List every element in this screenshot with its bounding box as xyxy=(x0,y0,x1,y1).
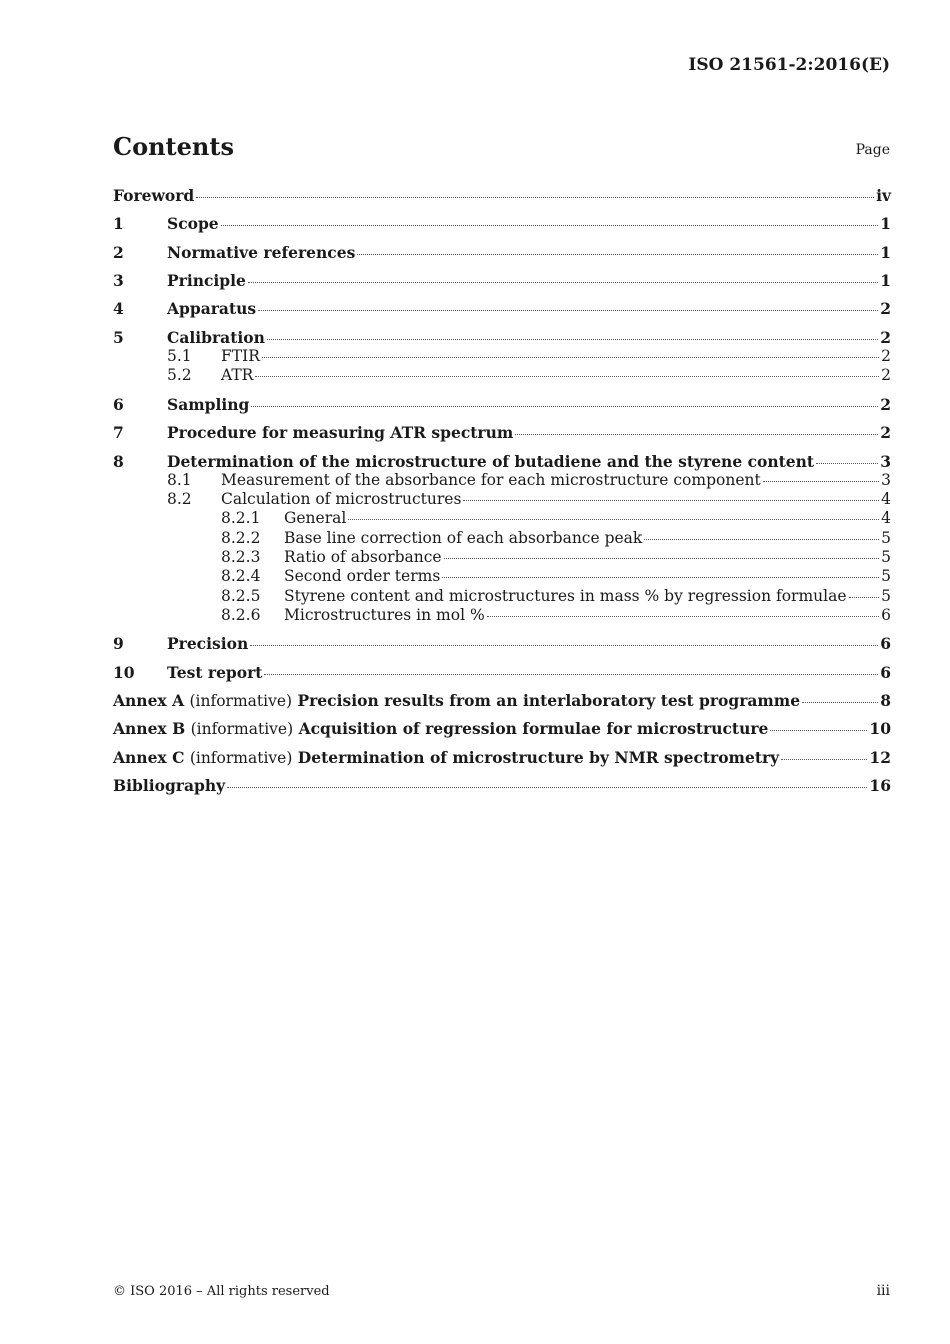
toc-entry-title: Second order terms xyxy=(284,567,441,585)
footer-copyright: © ISO 2016 – All rights reserved xyxy=(113,1284,330,1299)
toc-entry-page: 1 xyxy=(880,214,891,233)
toc-entry-title: Calibration xyxy=(167,328,265,347)
toc-entry-number: 8.2 xyxy=(167,490,192,508)
toc-entry-page: 10 xyxy=(869,719,891,738)
toc-entry-page: 2 xyxy=(880,328,891,347)
toc-entry-title: Foreword xyxy=(113,186,195,205)
toc-entry-page: 6 xyxy=(881,606,891,624)
toc-entry-title: Sampling xyxy=(167,395,250,414)
toc-entry-page: iv xyxy=(876,186,891,205)
toc-entry-page: 3 xyxy=(880,452,891,471)
toc-entry-number: 9 xyxy=(113,634,124,653)
dot-leader xyxy=(849,597,880,598)
dot-leader xyxy=(357,254,878,255)
toc-entry-number: 8.1 xyxy=(167,471,192,489)
toc-entry-number: 4 xyxy=(113,299,124,318)
toc-entry-number: 8.2.6 xyxy=(221,606,261,624)
dot-leader xyxy=(816,463,878,464)
toc-entry-styrene-content[interactable] xyxy=(113,587,891,605)
toc-entry-normative-references[interactable] xyxy=(113,243,891,262)
toc-entry-number: 5.1 xyxy=(167,347,192,365)
toc-entry-general[interactable] xyxy=(113,509,891,527)
dot-leader xyxy=(444,558,880,559)
toc-entry-title: Styrene content and microstructures in mass % by regression formulae xyxy=(284,587,847,605)
toc-entry-title: Scope xyxy=(167,214,219,233)
toc-entry-title: Procedure for measuring ATR spectrum xyxy=(167,423,514,442)
toc-entry-bibliography[interactable] xyxy=(113,776,891,795)
toc-entry-page: 5 xyxy=(881,567,891,585)
toc-entry-title: Bibliography xyxy=(113,776,226,795)
dot-leader xyxy=(515,434,878,435)
dot-leader xyxy=(770,730,867,731)
toc-entry-precision[interactable] xyxy=(113,634,891,653)
toc-entry-page: 1 xyxy=(880,243,891,262)
toc-entry-second-order-terms[interactable] xyxy=(113,567,891,585)
dot-leader xyxy=(264,674,878,675)
toc-entry-title: Determination of the microstructure of butadiene and the styrene content xyxy=(167,452,815,471)
dot-leader xyxy=(221,225,879,226)
toc-entry-page: 5 xyxy=(881,587,891,605)
toc-entry-page: 8 xyxy=(880,691,891,710)
toc-entry-page: 3 xyxy=(881,471,891,489)
toc-entry-title xyxy=(113,748,779,767)
toc-entry-title: Ratio of absorbance xyxy=(284,548,442,566)
toc-entry-ratio-of-absorbance[interactable] xyxy=(113,548,891,566)
toc-entry-page: 4 xyxy=(881,490,891,508)
toc-entry-number: 7 xyxy=(113,423,124,442)
toc-entry-page: 12 xyxy=(869,748,891,767)
toc-entry-title xyxy=(113,691,800,710)
dot-leader xyxy=(267,339,878,340)
dot-leader xyxy=(348,519,879,520)
toc-entry-title: ATR xyxy=(221,366,254,384)
toc-entry-title: Base line correction of each absorbance peak xyxy=(284,529,643,547)
document-id: ISO 21561-2:2016(E) xyxy=(688,55,890,75)
toc-entry-scope[interactable] xyxy=(113,214,891,233)
toc-entry-title xyxy=(113,719,768,738)
dot-leader xyxy=(227,787,867,788)
toc-entry-number: 5.2 xyxy=(167,366,192,384)
toc-entry-number: 8 xyxy=(113,452,124,471)
toc-entry-page: 4 xyxy=(881,509,891,527)
dot-leader xyxy=(258,310,878,311)
toc-entry-number: 8.2.2 xyxy=(221,529,261,547)
toc-entry-annex-a[interactable] xyxy=(113,691,891,710)
toc-entry-page: 6 xyxy=(880,663,891,682)
toc-entry-number: 5 xyxy=(113,328,124,347)
contents-title: Contents xyxy=(113,132,234,161)
toc-entry-page: 5 xyxy=(881,548,891,566)
toc-entry-sampling[interactable] xyxy=(113,395,891,414)
toc-entry-number: 8.2.5 xyxy=(221,587,261,605)
toc-entry-page: 2 xyxy=(881,347,891,365)
dot-leader xyxy=(442,577,879,578)
toc-entry-annex-b[interactable] xyxy=(113,719,891,738)
toc-entry-atr[interactable] xyxy=(113,366,891,384)
toc-entry-determination[interactable] xyxy=(113,452,891,471)
annex-label: Annex C xyxy=(113,748,185,767)
toc-entry-number: 2 xyxy=(113,243,124,262)
dot-leader xyxy=(251,406,878,407)
toc-entry-page: 1 xyxy=(880,271,891,290)
toc-entry-number: 3 xyxy=(113,271,124,290)
toc-entry-annex-c[interactable] xyxy=(113,748,891,767)
dot-leader xyxy=(196,197,874,198)
annex-title: Determination of microstructure by NMR spectrometry xyxy=(297,748,780,767)
toc-entry-apparatus[interactable] xyxy=(113,299,891,318)
toc-entry-title: Calculation of microstructures xyxy=(221,490,462,508)
toc-entry-page: 2 xyxy=(880,423,891,442)
toc-entry-title: Apparatus xyxy=(167,299,257,318)
dot-leader xyxy=(463,500,879,501)
toc-entry-title: Measurement of the absorbance for each microstructure component xyxy=(221,471,761,489)
toc-entry-procedure[interactable] xyxy=(113,423,891,442)
annex-title: Acquisition of regression formulae for microstructure xyxy=(298,719,769,738)
toc-entry-calibration[interactable] xyxy=(113,328,891,347)
dot-leader xyxy=(781,759,867,760)
toc-entry-foreword[interactable] xyxy=(113,186,891,205)
toc-entry-test-report[interactable] xyxy=(113,663,891,682)
toc-entry-number: 10 xyxy=(113,663,135,682)
toc-entry-title: General xyxy=(284,509,347,527)
toc-entry-page: 2 xyxy=(881,366,891,384)
toc-entry-title: Precision xyxy=(167,634,249,653)
dot-leader xyxy=(250,645,878,646)
annex-type: (informative) xyxy=(189,692,293,710)
dot-leader xyxy=(248,282,878,283)
toc-entry-page: 2 xyxy=(880,395,891,414)
toc-entry-number: 8.2.4 xyxy=(221,567,261,585)
annex-label: Annex B xyxy=(113,719,186,738)
toc-entry-page: 6 xyxy=(880,634,891,653)
annex-type: (informative) xyxy=(190,720,294,738)
annex-label: Annex A xyxy=(113,691,185,710)
toc-entry-principle[interactable] xyxy=(113,271,891,290)
toc-entry-page: 16 xyxy=(869,776,891,795)
annex-type: (informative) xyxy=(189,749,293,767)
toc-entry-title: FTIR xyxy=(221,347,260,365)
toc-entry-number: 8.2.1 xyxy=(221,509,261,527)
toc-entry-title: Normative references xyxy=(167,243,356,262)
toc-entry-number: 6 xyxy=(113,395,124,414)
dot-leader xyxy=(644,539,879,540)
toc-entry-calculation[interactable] xyxy=(113,490,891,508)
dot-leader xyxy=(763,481,879,482)
toc-entry-ftir[interactable] xyxy=(113,347,891,365)
annex-title: Precision results from an interlaboratory test programme xyxy=(297,691,801,710)
toc-entry-number: 8.2.3 xyxy=(221,548,261,566)
page-column-label: Page xyxy=(855,142,890,158)
toc-entry-page: 5 xyxy=(881,529,891,547)
dot-leader xyxy=(802,702,878,703)
toc-entry-title: Test report xyxy=(167,663,263,682)
toc-entry-number: 1 xyxy=(113,214,124,233)
toc-entry-title: Principle xyxy=(167,271,246,290)
toc-entry-measurement[interactable] xyxy=(113,471,891,489)
dot-leader xyxy=(487,616,879,617)
dot-leader xyxy=(255,376,879,377)
toc-entry-page: 2 xyxy=(880,299,891,318)
toc-entry-title: Microstructures in mol % xyxy=(284,606,485,624)
toc-entry-base-line-correction[interactable] xyxy=(113,529,891,547)
dot-leader xyxy=(262,357,879,358)
toc-entry-microstructures-mol[interactable] xyxy=(113,606,891,624)
footer-page-number: iii xyxy=(876,1283,890,1299)
